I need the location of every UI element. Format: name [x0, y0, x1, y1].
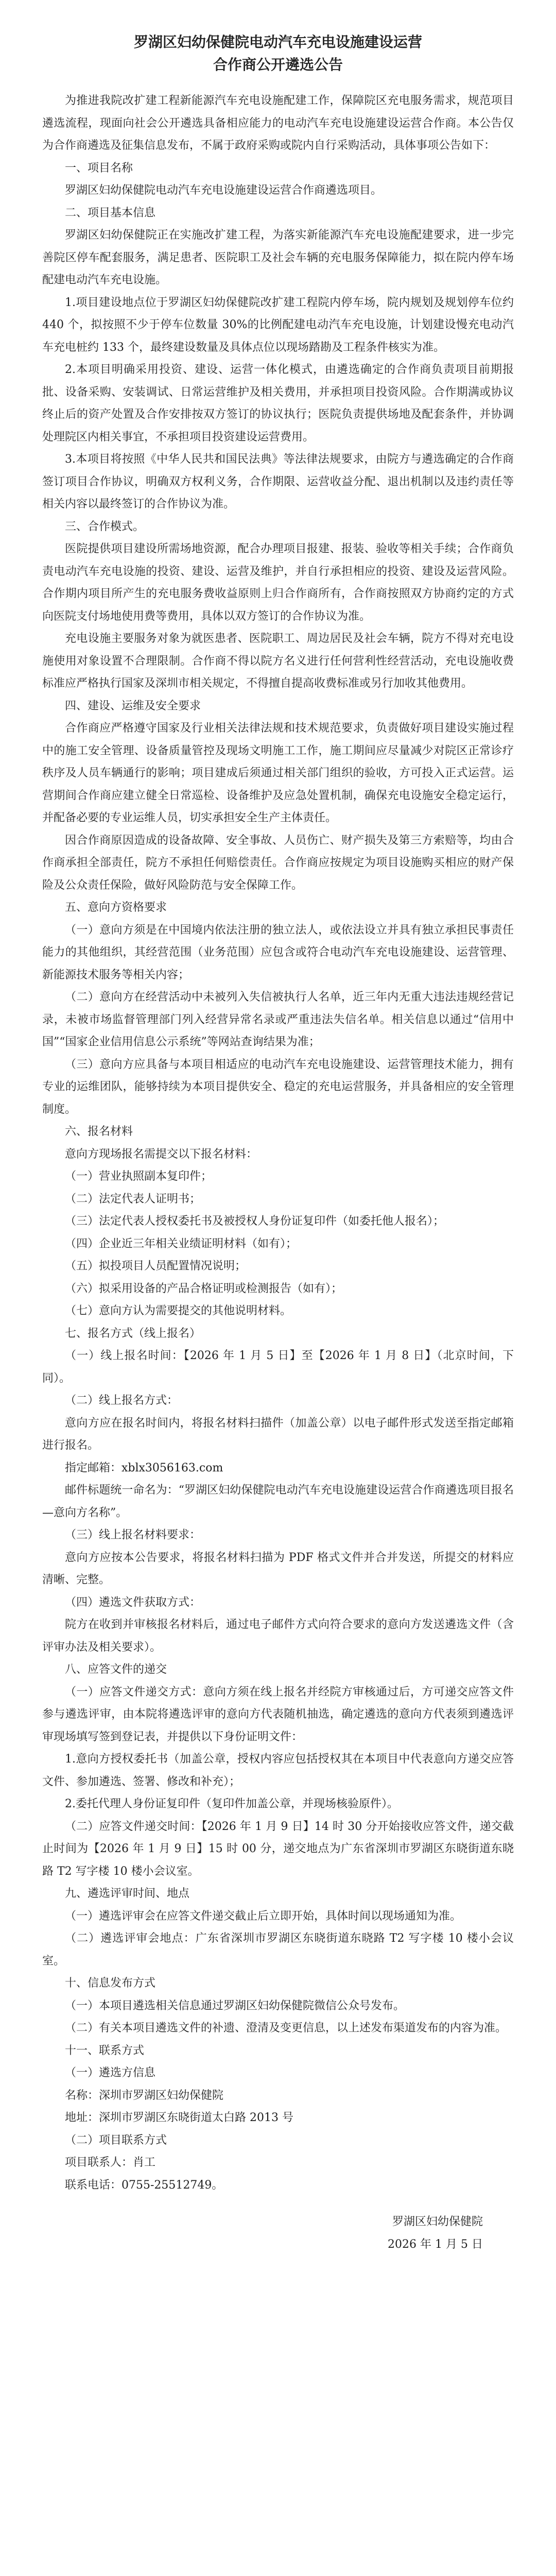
body-paragraph: 七、报名方式（线上报名） — [65, 1327, 201, 1340]
body-paragraph: （七）意向方认为需要提交的其他说明材料。 — [65, 1304, 292, 1317]
body-paragraph: 医院提供项目建设所需场地资源，配合办理项目报建、报装、验收等相关手续；合作商负责电动汽车充电设施的投资、建设、运营及维护，并自行承担相应的投资、建设及运营风险。合作期内项目所产生的充电服务费收益原则上归合作商所有，合作商按照双方协商约定的方式向医院支付场地使用费等费用，具体以双方签订的合作协议为准。 — [42, 543, 514, 623]
body-paragraph: （三）意向方应具备与本项目相适应的电动汽车充电设施建设、运营管理技术能力，拥有专业的运维团队，能够持续为本项目提供安全、稳定的充电运营服务，并具备相应的安全管理制度。 — [42, 1058, 514, 1116]
document-title-line-2: 合作商公开遴选公告 — [213, 56, 343, 73]
body-paragraph: 1.项目建设地点位于罗湖区妇幼保健院改扩建工程院内停车场，院内规划及规划停车位约 440 个，拟按照不少于停车位数量 30%的比例配建电动汽车充电设施，计划建设慢充电动汽车充电桩约 133 个，最终建设数量及具体点位以现场踏勘及工程条件核实为准。 — [42, 296, 514, 354]
body-paragraph: （六）拟采用设备的产品合格证明或检测报告（如有）； — [65, 1282, 343, 1295]
body-paragraph: 指定邮箱：xblx3056163.com — [65, 1461, 223, 1475]
body-paragraph: （一）本项目遴选相关信息通过罗湖区妇幼保健院微信公众号发布。 — [65, 1999, 405, 2012]
body-paragraph: 地址：深圳市罗湖区东晓街道太白路 2013 号 — [65, 2111, 293, 2124]
body-paragraph: （三）线上报名材料要求： — [65, 1529, 201, 1541]
document-body — [42, 90, 514, 2196]
body-paragraph: 意向方现场报名需提交以下报名材料： — [65, 1147, 258, 1161]
body-paragraph: （二）线上报名方式： — [65, 1394, 179, 1407]
body-paragraph: 名称：深圳市罗湖区妇幼保健院 — [65, 2089, 224, 2102]
body-paragraph: （一）意向方须是在中国境内依法注册的独立法人，或依法设立并具有独立承担民事责任能力的其他组织，其经营范围（业务范围）应包含或符合电动汽车充电设施建设、运营管理、新能源技术服务等相关内容； — [42, 923, 514, 981]
body-paragraph: 九、遴选评审时间、地点 — [65, 1887, 190, 1900]
body-paragraph: 为推进我院改扩建工程新能源汽车充电设施配建工作，保障院区充电服务需求，规范项目遴选流程，现面向社会公开遴选具备相应能力的电动汽车充电设施建设运营合作商。本公告仅为合作商遴选及征集信息发布，不属于政府采购或院内自行采购活动，具体事项公告如下： — [42, 94, 514, 152]
signature-org: 罗湖区妇幼保健院 — [392, 2215, 483, 2228]
body-paragraph: 三、合作模式。 — [65, 520, 145, 533]
body-paragraph: 十、信息发布方式 — [65, 1977, 156, 1990]
body-paragraph: （四）遴选文件获取方式： — [65, 1596, 201, 1609]
body-paragraph: （一）遴选评审会在应答文件递交截止后立即开始，具体时间以现场通知为准。 — [65, 1909, 462, 1923]
body-paragraph: （一）线上报名时间：【2026 年 1 月 5 日】至【2026 年 1 月 8 日】（北京时间，下同）。 — [42, 1349, 514, 1385]
body-paragraph: 罗湖区妇幼保健院电动汽车充电设施建设运营合作商遴选项目。 — [65, 184, 383, 197]
body-paragraph: （三）法定代表人授权委托书及被授权人身份证复印件（如委托他人报名）； — [65, 1215, 445, 1228]
body-paragraph: 二、项目基本信息 — [65, 206, 156, 219]
body-paragraph: 充电设施主要服务对象为就医患者、医院职工、周边居民及社会车辆，院方不得对充电设施使用对象设置不合理限制。合作商不得以院方名义进行任何营利性经营活动，充电设施收费标准应严格执行国家及深圳市相关规定，不得擅自提高收费标准或另行加收其他费用。 — [42, 632, 514, 690]
body-paragraph: 3.本项目将按照《中华人民共和国民法典》等法律法规要求，由院方与遴选确定的合作商签订项目合作协议，明确双方权利义务，合作期限、运营收益分配、退出机制以及违约责任等相关内容以最终签订的合作协议为准。 — [42, 453, 514, 511]
body-paragraph: 五、意向方资格要求 — [65, 901, 167, 914]
body-paragraph: 1.意向方授权委托书（加盖公章，授权内容应包括授权其在本项目中代表意向方递交应答文件、参加遴选、签署、修改和补充）； — [42, 1753, 514, 1788]
body-paragraph: （二）法定代表人证明书； — [65, 1192, 201, 1206]
body-paragraph: 合作商应严格遵守国家及行业相关法律法规和技术规范要求，负责做好项目建设实施过程中的施工安全管理、设备质量管控及现场文明施工工作，施工期间应尽量减少对院区正常诊疗秩序及人员车辆通行的影响；项目建成后须通过相关部门组织的验收，方可投入正式运营。运营期间合作商应建立健全日常巡检、设备维护及应急处置机制，确保充电设施安全稳定运行，并配备必要的专业运维人员，切实承担安全生产主体责任。 — [42, 722, 514, 824]
body-paragraph: 因合作商原因造成的设备故障、安全事故、人员伤亡、财产损失及第三方索赔等，均由合作商承担全部责任，院方不承担任何赔偿责任。合作商应按规定为项目设施购买相应的财产保险及公众责任保险，做好风险防范与安全保障工作。 — [42, 834, 514, 892]
signature-block — [42, 2211, 514, 2256]
body-paragraph: 院方在收到并审核报名材料后，通过电子邮件方式向符合要求的意向方发送遴选文件（含评审办法及相关要求）。 — [42, 1618, 514, 1654]
body-paragraph: （一）遴选方信息 — [65, 2066, 156, 2079]
body-paragraph: 意向方应按本公告要求，将报名材料扫描为 PDF 格式文件并合并发送，所提交的材料应清晰、完整。 — [42, 1551, 514, 1586]
body-paragraph: （二）有关本项目遴选文件的补遗、澄清及变更信息，以上述发布渠道发布的内容为准。 — [65, 2022, 507, 2035]
body-paragraph: （五）拟投项目人员配置情况说明； — [65, 1260, 247, 1273]
body-paragraph: 邮件标题统一命名为：“罗湖区妇幼保健院电动汽车充电设施建设运营合作商遴选项目报名—意向方名称”。 — [42, 1484, 514, 1519]
body-paragraph: （二）遴选评审会地点：广东省深圳市罗湖区东晓街道东晓路 T2 写字楼 10 楼小会议室。 — [42, 1932, 514, 1968]
body-paragraph: 2.委托代理人身份证复印件（复印件加盖公章，并现场核验原件）。 — [65, 1798, 398, 1810]
body-paragraph: （二）意向方在经营活动中未被列入失信被执行人名单，近三年内无重大违法违规经营记录，未被市场监督管理部门列入经营异常名录或严重违法失信名单。相关信息以通过“信用中国”“国家企业信用信息公示系统”等网站查询结果为准； — [42, 991, 514, 1048]
body-paragraph: 罗湖区妇幼保健院正在实施改扩建工程，为落实新能源汽车充电设施配建要求，进一步完善院区停车配套服务，满足患者、医院职工及社会车辆的充电服务保障能力，拟在院内停车场配建电动汽车充电设施。 — [42, 229, 514, 286]
body-paragraph: 六、报名材料 — [65, 1125, 133, 1138]
title-block — [42, 31, 514, 76]
document-title-line-1: 罗湖区妇幼保健院电动汽车充电设施建设运营 — [133, 33, 422, 50]
body-paragraph: （一）营业执照副本复印件； — [65, 1170, 213, 1183]
body-paragraph: （一）应答文件递交方式：意向方须在线上报名并经院方审核通过后，方可递交应答文件参与遴选评审，由本院将遴选评审的意向方代表随机抽选，确定遴选的意向方代表须到遴选评审现场填写签到登记表，并提供以下身份证明文件： — [42, 1685, 514, 1743]
body-paragraph: 四、建设、运维及安全要求 — [65, 699, 201, 713]
body-paragraph: 2.本项目明确采用投资、建设、运营一体化模式，由遴选确定的合作商负责项目前期报批、设备采购、安装调试、日常运营维护及相关费用，并承担项目投资风险。合作期满或协议终止后的资产处置及合作安排按双方签订的协议执行；医院负责提供场地及配套条件，并协调处理院区内相关事宜，不承担项目投资建设运营费用。 — [42, 363, 514, 444]
body-paragraph: 意向方应在报名时间内，将报名材料扫描件（加盖公章）以电子邮件形式发送至指定邮箱进行报名。 — [42, 1416, 514, 1452]
body-paragraph: 联系电话：0755-25512749。 — [65, 2178, 223, 2192]
body-paragraph: 十一、联系方式 — [65, 2044, 145, 2057]
body-paragraph: 八、应答文件的递交 — [65, 1663, 167, 1676]
body-paragraph: （二）项目联系方式 — [65, 2133, 167, 2147]
signature-date: 2026 年 1 月 5 日 — [388, 2238, 483, 2251]
body-paragraph: 项目联系人：肖工 — [65, 2156, 156, 2169]
body-paragraph: （二）应答文件递交时间：【2026 年 1 月 9 日】14 时 30 分开始接收应答文件，递交截止时间为【2026 年 1 月 9 日】15 时 00 分，递交地点为广东省深圳市罗湖区东晓街道东晓路 T2 写字楼 10 楼小会议室。 — [42, 1820, 514, 1878]
body-paragraph: 一、项目名称 — [65, 161, 133, 175]
body-paragraph: （四）企业近三年相关业绩证明材料（如有）； — [65, 1237, 298, 1250]
